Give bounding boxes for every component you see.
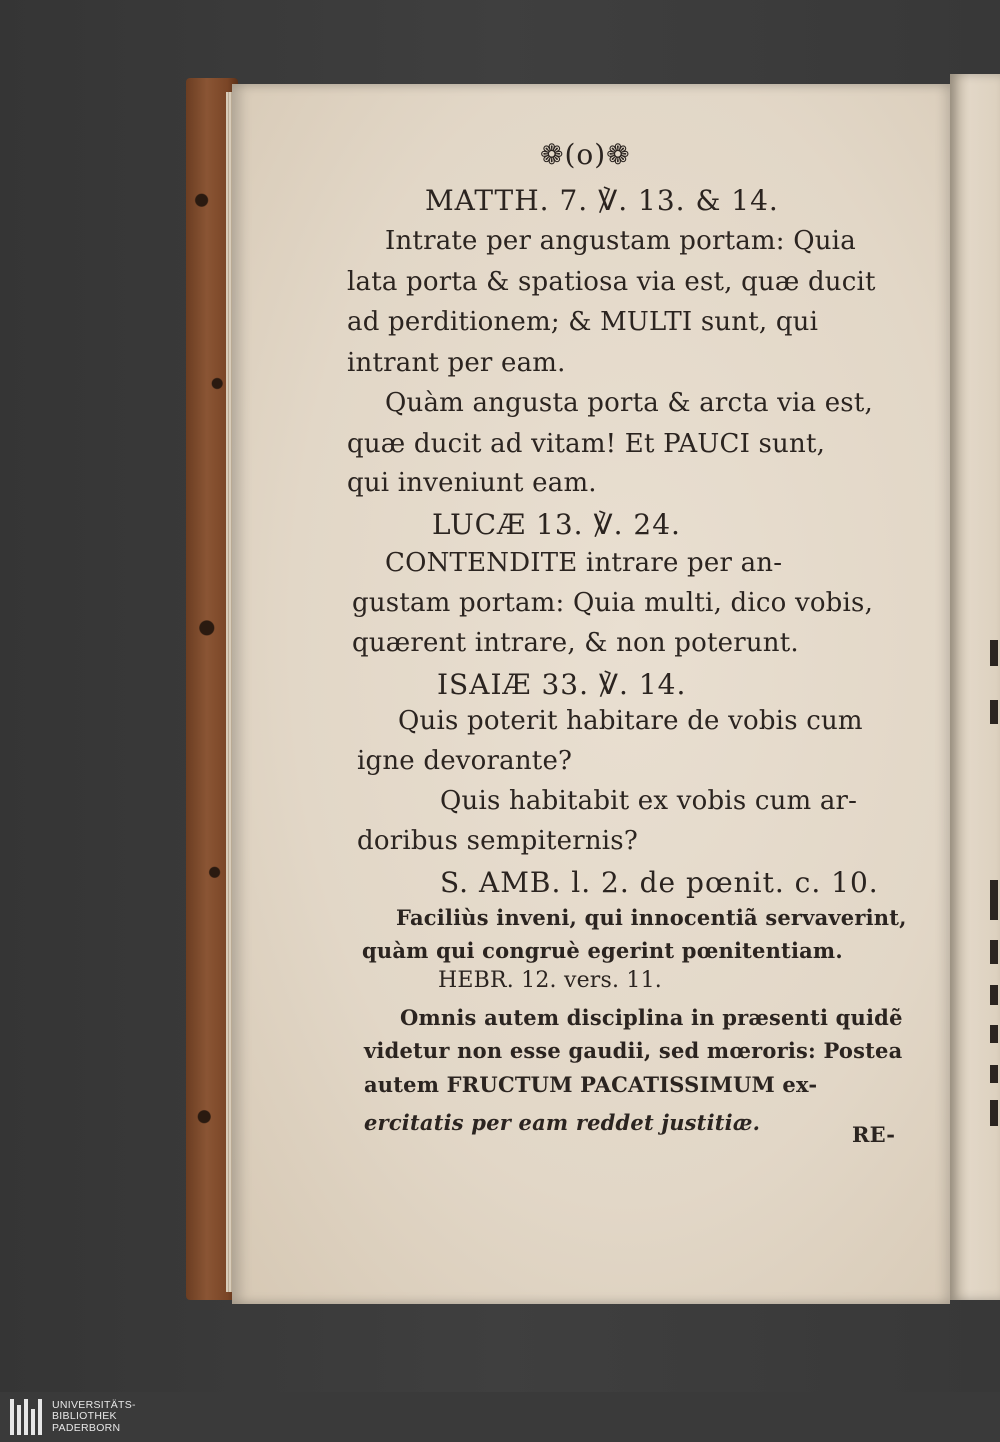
text-line: videtur non esse gaudii, sed mœroris: Postea	[364, 1038, 903, 1063]
text-line: quæ ducit ad vitam! Et PAUCI sunt,	[347, 429, 826, 459]
library-name-line: PADERBORN	[52, 1421, 121, 1434]
text-line: quàm qui congruè egerint pœnitentiam.	[362, 938, 843, 963]
header-ornament: ❁(o)❁	[540, 138, 631, 171]
text-line: LUCÆ 13. ℣. 24.	[432, 508, 681, 541]
text-line: gustam portam: Quia multi, dico vobis,	[352, 588, 874, 618]
catchword: RE-	[852, 1122, 896, 1147]
text-line: Quàm angusta porta & arcta via est,	[385, 388, 873, 418]
text-line: ISAIÆ 33. ℣. 14.	[437, 668, 687, 701]
text-line: S. AMB. l. 2. de pœnit. c. 10.	[440, 866, 879, 899]
text-line: CONTENDITE intrare per an-	[385, 548, 783, 578]
library-footer	[0, 1392, 1000, 1442]
library-name-line: UNIVERSITÄTS-	[52, 1398, 136, 1411]
text-line: Quis habitabit ex vobis cum ar-	[440, 786, 858, 816]
library-name	[52, 1400, 136, 1435]
text-line: ercitatis per eam reddet justitiæ.	[364, 1110, 761, 1135]
text-line: Faciliùs inveni, qui innocentiã servaverint,	[396, 905, 907, 930]
text-line: Omnis autem disciplina in præsenti quidẽ	[400, 1005, 903, 1030]
text-line: intrant per eam.	[347, 348, 566, 378]
text-line: quærent intrare, & non poterunt.	[352, 628, 799, 658]
text-line: doribus sempiternis?	[357, 826, 638, 856]
text-line: Quis poterit habitare de vobis cum	[398, 706, 863, 736]
text-line: Intrate per angustam portam: Quia	[385, 226, 856, 256]
text-line: HEBR. 12. vers. 11.	[438, 968, 662, 993]
library-logo-icon	[10, 1399, 42, 1435]
text-line: qui inveniunt eam.	[347, 468, 597, 498]
text-line: lata porta & spatiosa via est, quæ ducit	[347, 267, 876, 297]
text-line: ad perditionem; & MULTI sunt, qui	[347, 307, 819, 337]
text-line: MATTH. 7. ℣. 13. & 14.	[425, 184, 779, 217]
library-name-line: BIBLIOTHEK	[52, 1410, 117, 1423]
text-line: autem FRUCTUM PACATISSIMUM ex-	[364, 1072, 818, 1097]
text-line: igne devorante?	[357, 746, 573, 776]
